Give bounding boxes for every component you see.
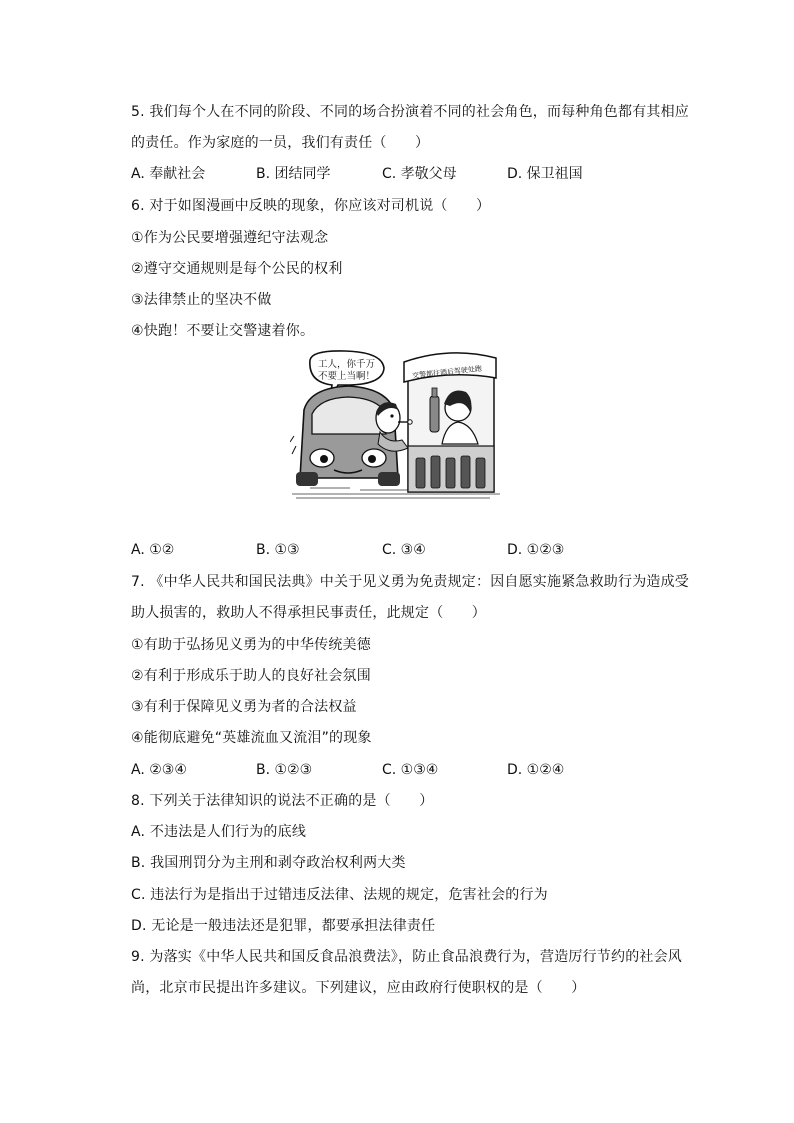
q6-item-1: ①作为公民要增强遵纪守法观念 xyxy=(131,230,329,246)
q7-item-1: ①有助于弘扬见义勇为的中华传统美德 xyxy=(131,637,371,653)
q7-item-2: ②有利于形成乐于助人的良好社会氛围 xyxy=(131,668,371,684)
q6-option-a: A. ①② xyxy=(131,542,175,558)
q9-stem-line1: 9. 为落实《中华人民共和国反食品浪费法》，防止食品浪费行为，营造厉行节约的社会风 xyxy=(131,949,683,965)
q6-comic-illustration xyxy=(290,348,502,500)
comic-kiosk xyxy=(404,353,496,492)
q8-stem: 8. 下列关于法律知识的说法不正确的是（ ） xyxy=(131,793,434,809)
q5-options xyxy=(131,164,651,184)
q6-item-3: ③法律禁止的坚决不做 xyxy=(131,292,272,308)
comic-bubble-text-2: 不要上当啊！ xyxy=(318,371,376,382)
q5-option-d: D. 保卫祖国 xyxy=(507,166,583,182)
q5-option-b: B. 团结同学 xyxy=(256,166,331,182)
q5-stem-line2: 的责任。作为家庭的一员，我们有责任（ ） xyxy=(131,135,430,151)
q6-options xyxy=(131,540,651,560)
q8-option-a: A. 不违法是人们行为的底线 xyxy=(131,824,307,840)
q5-stem-line1: 5. 我们每个人在不同的阶段、不同的场合扮演着不同的社会角色，而每种角色都有其相应 xyxy=(131,104,690,120)
q7-item-4: ④能彻底避免“英雄流血又流泪”的现象 xyxy=(131,730,372,746)
q7-stem-line1: 7. 《中华人民共和国民法典》中关于见义勇为免责规定：因自愿实施紧急救助行为造成受 xyxy=(131,574,690,590)
q8-option-b: B. 我国刑罚分为主刑和剥夺政治权利两大类 xyxy=(131,855,406,871)
q7-stem-line2: 助人损害的，救助人不得承担民事责任，此规定（ ） xyxy=(131,605,486,621)
q7-option-a: A. ②③④ xyxy=(131,762,187,778)
q6-option-c: C. ③④ xyxy=(382,542,426,558)
comic-bubble-text-1: 工人，你千万 xyxy=(318,359,376,370)
q6-item-4: ④快跑！不要让交警逮着你。 xyxy=(131,323,315,339)
q7-options xyxy=(131,760,651,780)
q8-option-d: D. 无论是一般违法还是犯罪，都要承担法律责任 xyxy=(131,918,436,934)
q7-option-b: B. ①②③ xyxy=(256,762,313,778)
q9-stem-line2: 尚，北京市民提出许多建议。下列建议，应由政府行使职权的是（ ） xyxy=(131,980,586,996)
q5-option-c: C. 孝敬父母 xyxy=(382,166,457,182)
comic-kiosk-sign: 交警都往酒后驾驶处跑 xyxy=(411,364,483,380)
q6-option-d: D. ①②③ xyxy=(507,542,565,558)
q7-option-c: C. ①③④ xyxy=(382,762,439,778)
q6-item-2: ②遵守交通规则是每个公民的权利 xyxy=(131,261,343,277)
q8-option-c: C. 违法行为是指出于过错违反法律、法规的规定，危害社会的行为 xyxy=(131,887,548,903)
q7-item-3: ③有利于保障见义勇为者的合法权益 xyxy=(131,699,357,715)
comic-driver xyxy=(376,402,412,451)
q7-option-d: D. ①②④ xyxy=(507,762,565,778)
q6-stem: 6. 对于如图漫画中反映的现象，你应该对司机说（ ） xyxy=(131,198,491,214)
q5-option-a: A. 奉献社会 xyxy=(131,166,206,182)
q6-option-b: B. ①③ xyxy=(256,542,300,558)
